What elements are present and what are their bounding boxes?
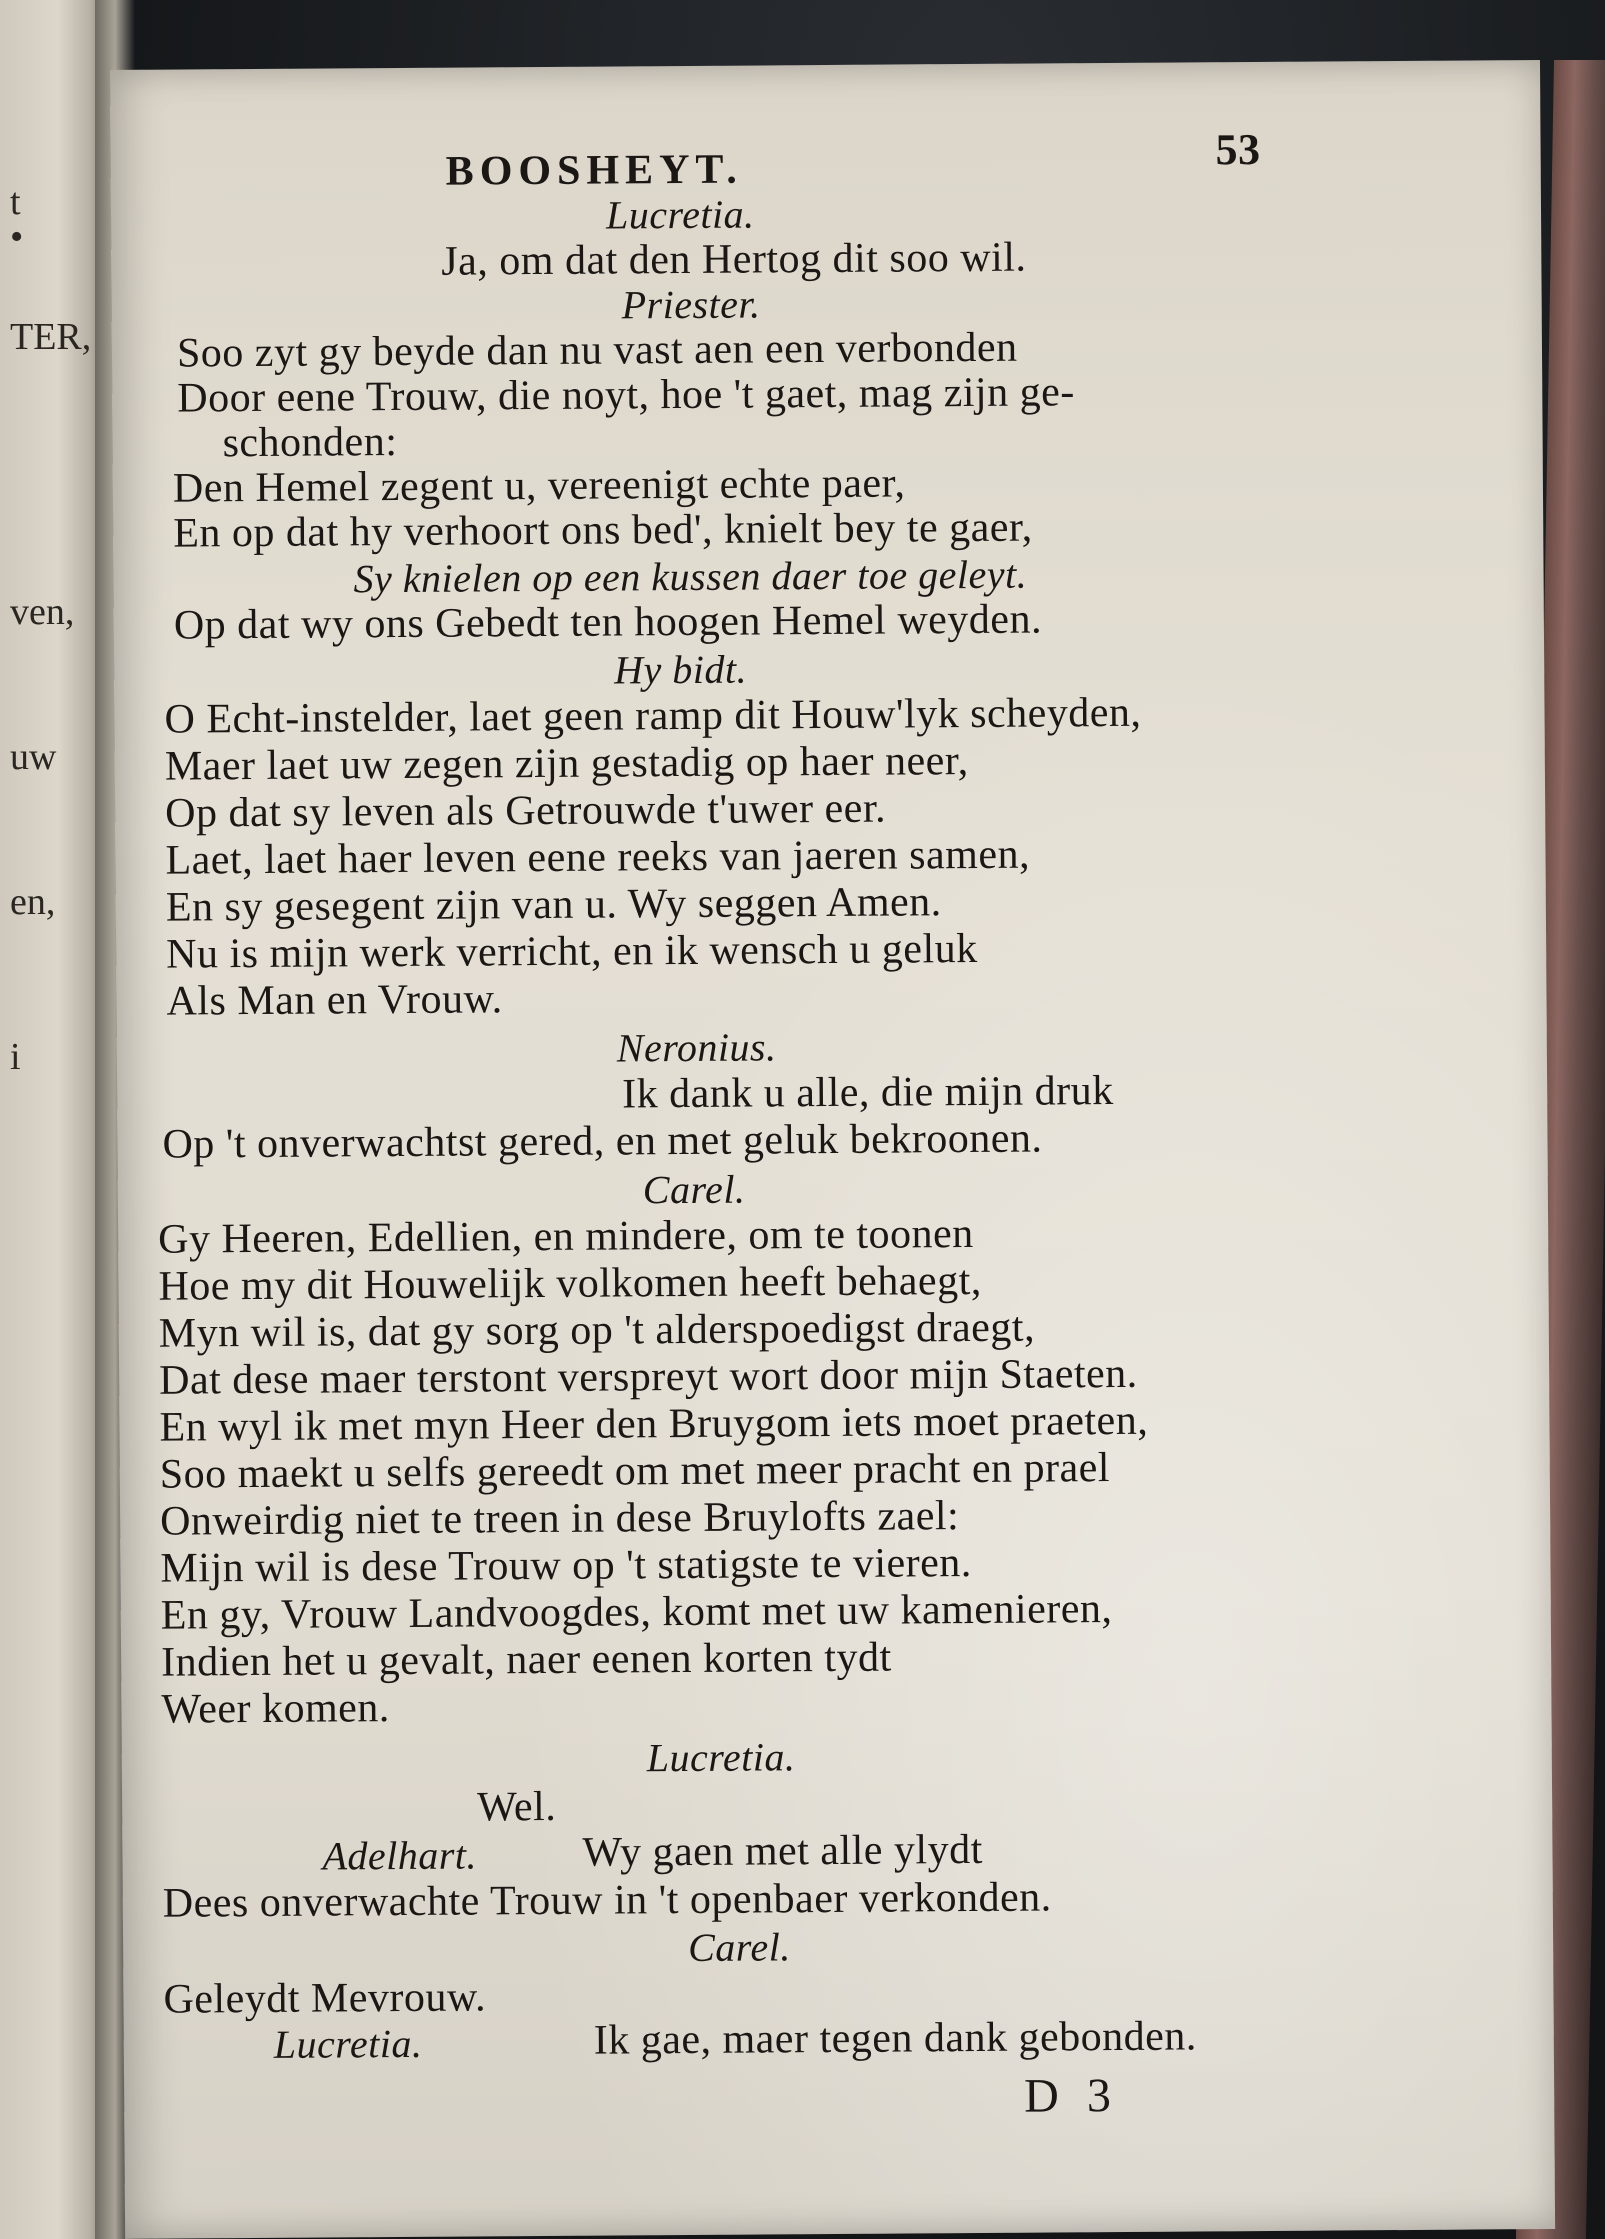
signature-mark: D 3 [1023,2069,1120,2123]
verse-line: Op dat wy ons Gebedt ten hoogen Hemel weyden. [173,596,1043,649]
verse-line: O Echt-instelder, laet geen ramp dit Houw'lyk scheyden, [164,689,1142,743]
verse-line: Weer komen. [161,1685,390,1733]
verse-line: Wy gaen met alle ylydt [582,1826,983,1876]
left-page-fragment [0,0,105,2239]
left-page-text: i [10,1036,21,1078]
verse-line: Hoe my dit Houwelijk volkomen heeft behaegt, [158,1257,982,1310]
page-number: 53 [1215,124,1261,175]
left-page-text: • [10,216,24,258]
speaker-label: Carel. [687,1924,791,1971]
verse-line: Indien het u gevalt, naer eenen korten tydt [160,1634,892,1686]
verse-line: Dees onverwachte Trouw in 't openbaer verkonden. [162,1874,1052,1927]
speaker-label: Hy bidt. [614,646,748,693]
verse-line: Op 't onverwachtst gered, en met geluk bekroonen. [162,1115,1043,1168]
verse-line: Ik dank u alle, die mijn druk [622,1068,1114,1118]
left-page-text: TER, [10,316,92,358]
verse-line: Laet, laet haer leven eene reeks van jaeren samen, [165,831,1031,884]
verse-line: Myn wil is, dat gy sorg op 't alderspoedigst draegt, [158,1304,1036,1357]
verse-line: schonden: [222,419,398,467]
speaker-label: Lucretia. [605,191,755,238]
verse-line: Geleydt Mevrouw. [163,1974,487,2023]
speaker-label: Neronius. [616,1024,777,1071]
verse-line: Wel. [476,1783,557,1831]
left-page-text: t [10,181,21,223]
speaker-label: Adelhart. [322,1832,478,1879]
verse-line: Soo maekt u selfs gereedt om met meer pracht en prael [159,1445,1111,1498]
verse-line: Den Hemel zegent u, vereenigt echte paer, [172,460,906,512]
verse-line: Ik gae, maer tegen dank gebonden. [593,2013,1198,2064]
left-page-text: uw [10,736,57,778]
verse-line: Als Man en Vrouw. [166,976,503,1025]
speaker-label: Lucretia. [273,2020,423,2067]
verse-line: Gy Heeren, Edellien, en mindere, om te toonen [158,1210,974,1263]
verse-line: Nu is mijn werk verricht, en ik wensch u geluk [166,925,978,978]
verse-line: Soo zyt gy beyde dan nu vast aen een verbonden [176,324,1018,377]
verse-line: En gy, Vrouw Landvoogdes, komt met uw kamenieren, [160,1586,1113,1639]
speaker-label: Lucretia. [646,1734,796,1781]
verse-line: Op dat sy leven als Getrouwde t'uwer eer. [165,785,887,837]
left-page-text: ven, [10,591,75,633]
verse-line: En op dat hy verhoort ons bed', knielt bey te gaer, [173,504,1033,557]
verse-line: Dat dese maer terstont verspreyt wort door mijn Staeten. [158,1350,1138,1404]
verse-line: Maer laet uw zegen zijn gestadig op haer neer, [164,738,969,790]
left-page-text: en, [10,881,56,923]
verse-line: En sy gesegent zijn van u. Wy seggen Amen. [165,879,942,931]
verse-line: Onweirdig niet te treen in dese Bruylofts zael: [159,1493,960,1545]
stage-direction: Sy knielen op een kussen daer toe geleyt. [353,551,1028,602]
running-head: BOOSHEYT. [445,146,743,195]
verse-line: En wyl ik met myn Heer den Bruygom iets moet praeten, [159,1397,1149,1451]
speaker-label: Carel. [642,1166,746,1213]
book-page [110,60,1555,2239]
verse-line: Mijn wil is dese Trouw op 't statigste te vieren. [160,1540,972,1592]
verse-line: Ja, om dat den Hertog dit soo wil. [441,234,1027,285]
speaker-label: Priester. [621,281,761,328]
verse-line: Door eene Trouw, die noyt, hoe 't gaet, mag zijn ge- [177,369,1075,422]
